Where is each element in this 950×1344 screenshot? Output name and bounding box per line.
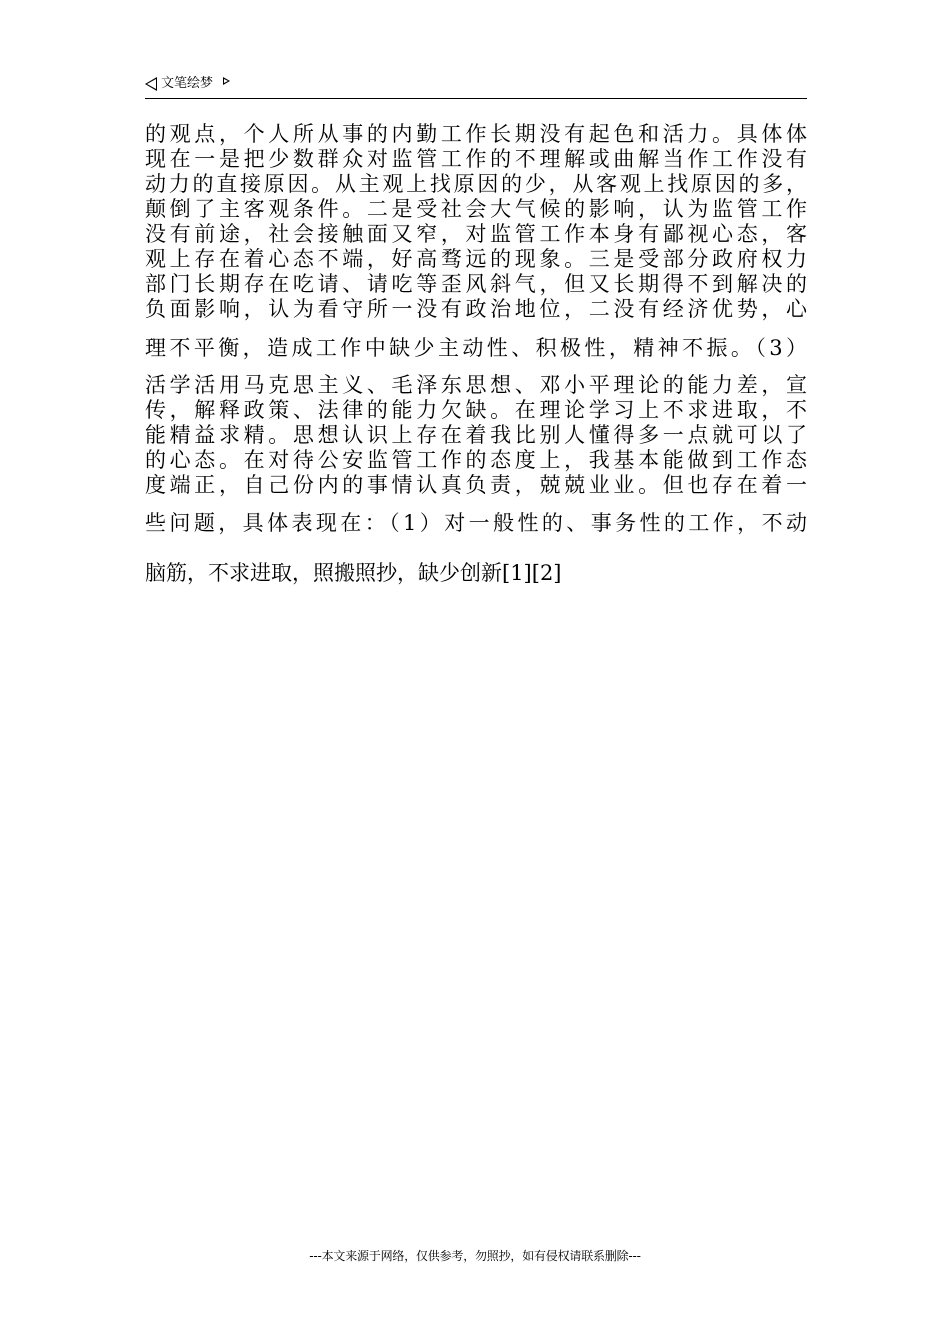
body-line: 理不平衡，造成工作中缺少主动性、积极性，精神不振。（3）: [145, 336, 807, 360]
body-line: 没有前途，社会接触面又窄，对监管工作本身有鄙视心态，客: [145, 222, 807, 246]
body-line: 能精益求精。思想认识上存在着我比别人懂得多一点就可以了: [145, 423, 807, 447]
body-line: 部门长期存在吃请、请吃等歪风斜气，但又长期得不到解决的: [145, 272, 807, 296]
body-line: 传，解释政策、法律的能力欠缺。在理论学习上不求进取，不: [145, 398, 807, 422]
header-title: 文笔绘梦: [161, 76, 214, 91]
header-content: [145, 76, 230, 92]
body-line: 颠倒了主客观条件。二是受社会大气候的影响，认为监管工作: [145, 197, 807, 221]
body-line: 负面影响，认为看守所一没有政治地位，二没有经济优势，心: [145, 297, 807, 321]
body-line: 动力的直接原因。从主观上找原因的少，从客观上找原因的多，: [145, 172, 807, 196]
body-line: 些问题，具体表现在：（1）对一般性的、事务性的工作，不动: [145, 511, 807, 535]
right-triangle-icon: [223, 77, 230, 85]
page-footer: ---本文来源于网络，仅供参考，勿照抄，如有侵权请联系删除---: [309, 1249, 641, 1263]
body-line: 的观点，个人所从事的内勤工作长期没有起色和活力。具体体: [145, 122, 807, 146]
left-triangle-icon: [145, 77, 157, 91]
page-header: [145, 72, 807, 99]
body-line: 脑筋，不求进取，照搬照抄，缺少创新[1][2]: [145, 561, 562, 585]
body-line: 度端正，自己份内的事情认真负责，兢兢业业。但也存在着一: [145, 473, 807, 497]
body-line: 活学活用马克思主义、毛泽东思想、邓小平理论的能力差，宣: [145, 373, 807, 397]
body-line: 的心态。在对待公安监管工作的态度上，我基本能做到工作态: [145, 448, 807, 472]
body-line: 观上存在着心态不端，好高骛远的现象。三是受部分政府权力: [145, 247, 807, 271]
body-line: 现在一是把少数群众对监管工作的不理解或曲解当作工作没有: [145, 147, 807, 171]
